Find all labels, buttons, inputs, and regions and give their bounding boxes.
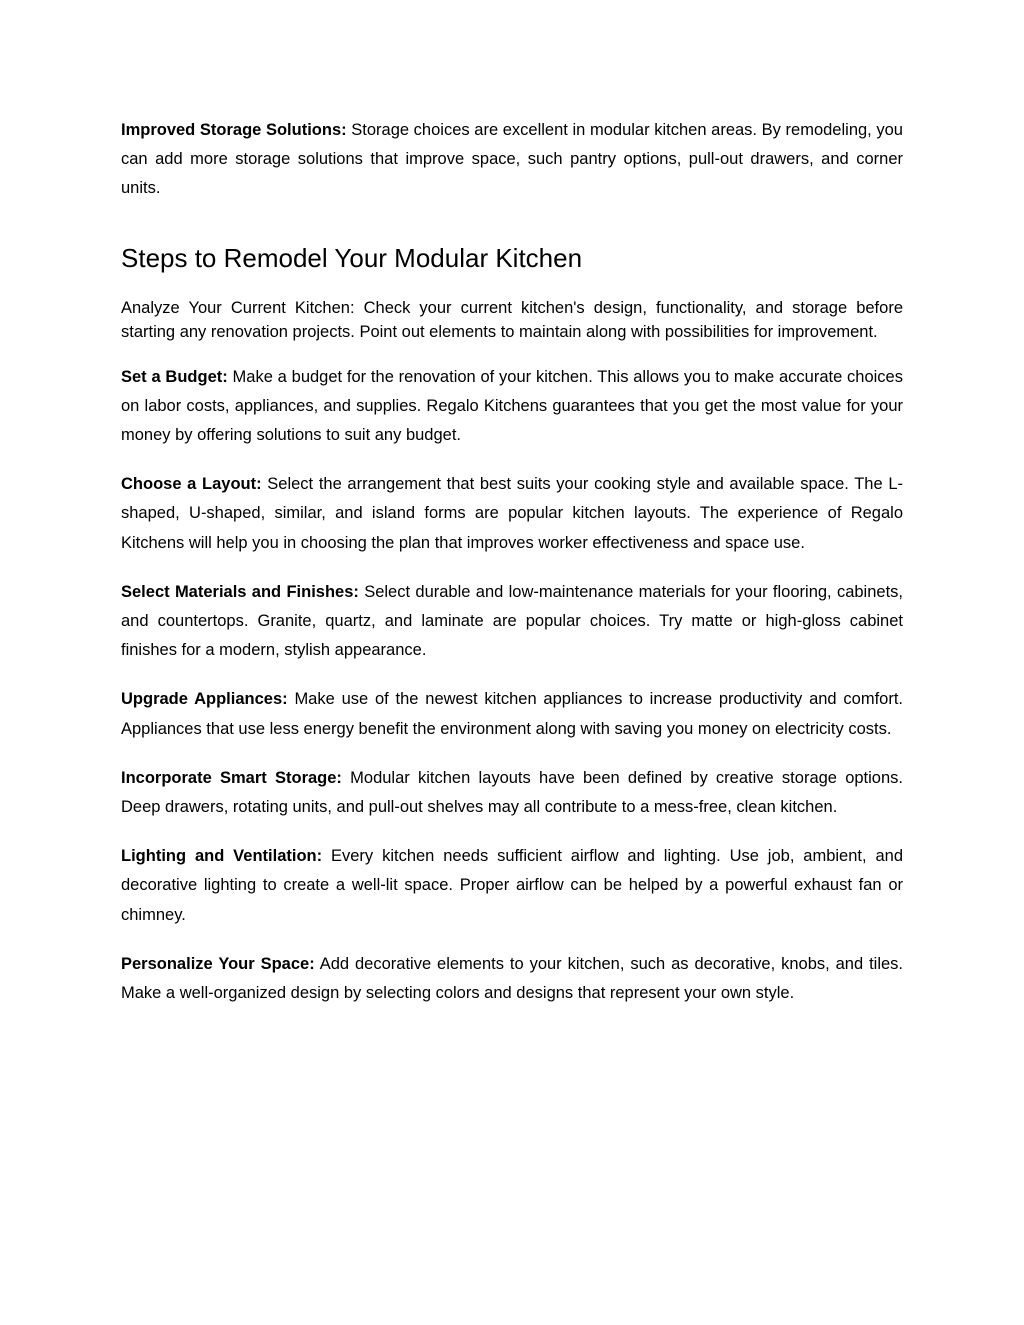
paragraph-label: Select Materials and Finishes: xyxy=(121,582,359,601)
document-page xyxy=(121,116,903,1008)
paragraph-text: Make a budget for the renovation of your kitchen. This allows you to make accurate choices on labor costs, appliances, and supplies. Regalo Kitchens guarantees that you get the most value for your money by offering solutions to suit any budget. xyxy=(121,367,903,445)
paragraph-improved-storage xyxy=(121,116,903,204)
paragraph-select-materials xyxy=(121,578,903,666)
paragraph-label: Improved Storage Solutions: xyxy=(121,121,347,139)
paragraph-text: Select the arrangement that best suits your cooking style and available space. The L-shaped, U-shaped, similar, and island forms are popular kitchen layouts. The experience of Regalo Kitchens will help you in choosing the plan that improves worker effectiveness and space use. xyxy=(121,475,903,552)
paragraph-text: Every kitchen needs sufficient airflow and lighting. Use job, ambient, and decorative lighting to create a well-lit space. Proper airflow can be helped by a powerful exhaust fan or chimney. xyxy=(121,847,904,924)
section-heading: Steps to Remodel Your Modular Kitchen xyxy=(121,242,583,273)
paragraph-set-budget xyxy=(121,363,903,451)
paragraph-label: Personalize Your Space: xyxy=(121,954,315,973)
paragraph-label: Incorporate Smart Storage: xyxy=(121,768,342,787)
paragraph-smart-storage xyxy=(121,764,903,822)
paragraph-lighting-ventilation xyxy=(121,842,903,930)
paragraph-choose-layout xyxy=(121,470,903,558)
paragraph-text: Modular kitchen layouts have been defined by creative storage options. Deep drawers, rotating units, and pull-out shelves may all contribute to a mess-free, clean kitchen. xyxy=(121,768,903,817)
paragraph-text: Select durable and low-maintenance materials for your flooring, cabinets, and countertops. Granite, quartz, and laminate are popular choices. Try matte or high-gloss cabinet finishes for a modern, stylish appearance. xyxy=(121,582,903,660)
paragraph-label: Set a Budget: xyxy=(121,367,228,386)
paragraph-label: Upgrade Appliances: xyxy=(121,690,288,709)
paragraph-text: Make use of the newest kitchen appliances to increase productivity and comfort. Appliances that use less energy benefit the environment along with saving you money on electricity costs. xyxy=(121,690,904,738)
paragraph-label: Choose a Layout: xyxy=(121,475,262,494)
paragraph-analyze: Analyze Your Current Kitchen: Check your current kitchen's design, functionality, and storage before starting any renovation projects. Point out elements to maintain along with possibilities for improvement. xyxy=(121,298,903,342)
paragraph-label: Lighting and Ventilation: xyxy=(121,847,323,866)
paragraph-personalize-space xyxy=(121,950,903,1008)
paragraph-upgrade-appliances xyxy=(121,685,903,743)
paragraph-text: Add decorative elements to your kitchen, such as decorative, knobs, and tiles. Make a well-organized design by selecting colors and designs that represent your own style. xyxy=(121,954,903,1003)
paragraph-text: Storage choices are excellent in modular kitchen areas. By remodeling, you can add more storage solutions that improve space, such pantry options, pull-out drawers, and corner units. xyxy=(121,121,903,198)
